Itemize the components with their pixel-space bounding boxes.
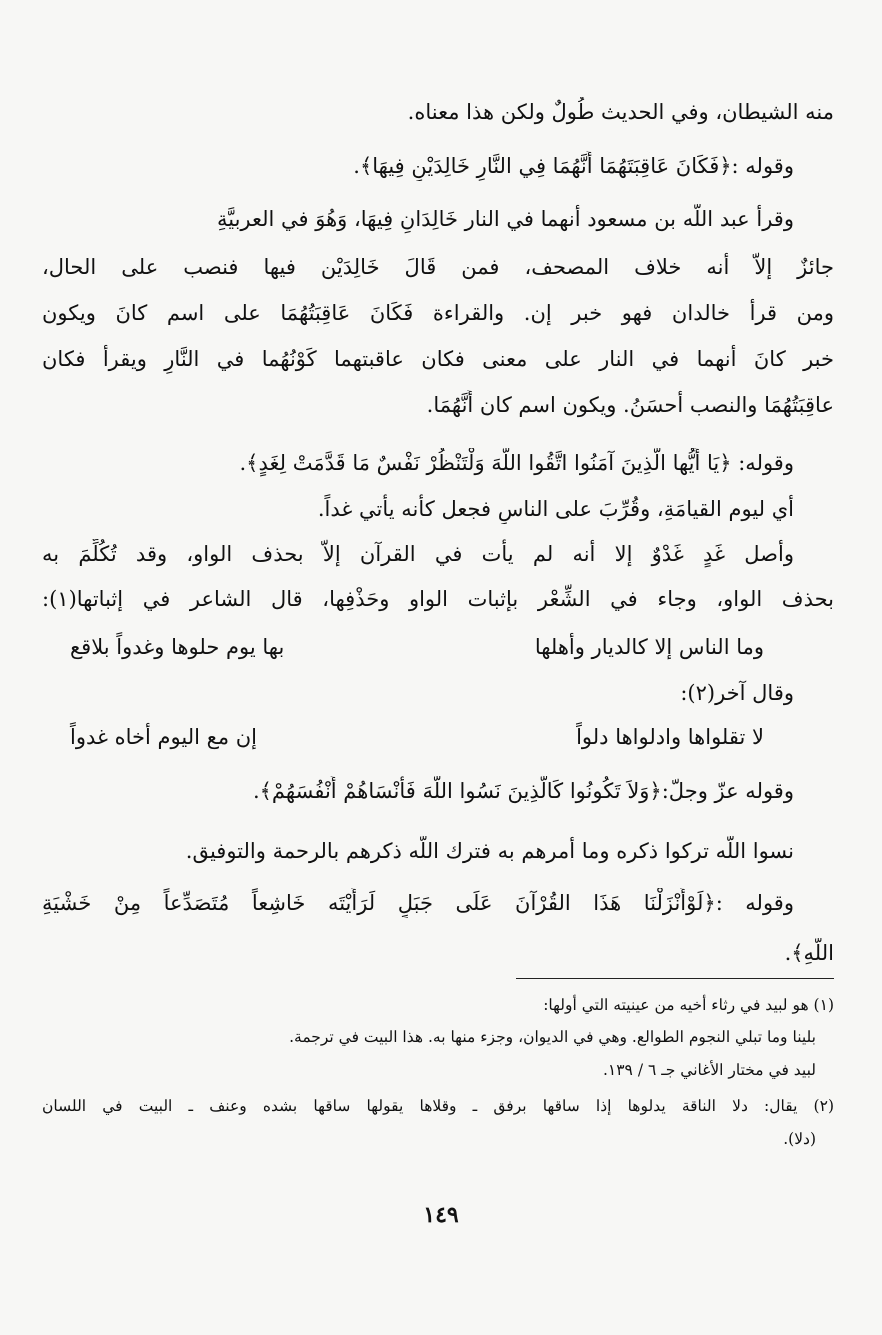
text-line: ومن قرأ خالدان فهو خبر إن. والقراءة فَكَانَ عَاقِبَتُهُمَا على اسم كانَ ويكون [42,301,834,325]
text-line: عاقِبَتُهُمَا والنصب أحسَنُ. ويكون اسم كان أَنَّهُمَا. [426,393,834,417]
text-line: بحذف الواو، وجاء في الشِّعْر بإثبات الواو وحَذْفِها، قال الشاعر في إثباتها(١): [42,587,834,611]
text-line: خبر كانَ أنهما في النار على معنى فكان عاقبتهما كَوْنُهُما في النَّارِ ويقرأ فكان [42,347,834,371]
quran-quote-line: وقوله عزّ وجلّ:﴿وَلاَ تَكُونُوا كَالَّذِينَ نَسُوا اللَّهَ فَأَنْسَاهُمْ أَنْفُسَهُمْ﴾. [252,779,794,803]
footnote-separator [516,978,834,979]
quran-quote-line: وقوله :﴿لَوْأَنْزَلْنَا هَذَا القُرْآنَ عَلَى جَبَلٍ لَرَأَيْتَه خَاشِعاً مُتَصَدِّعاً مِنْ خَشْيَةِ [42,891,794,915]
text-line: منه الشيطان، وفي الحديث طُولٌ ولكن هذا معناه. [407,100,834,124]
verse-first-hemistich: وما الناس إلا كالديار وأهلها [534,635,764,659]
text-line: أي ليوم القيامَةِ، وقُرِّبَ على الناسِ فجعل كأنه يأتي غداً. [317,497,794,521]
quran-quote-line: وقوله: ﴿يَا أَيُّها الَّذِينَ آمَنُوا اتَّقُوا اللَّهَ وَلْتَنْظُرْ نَفْسٌ مَا قَدَّمَتْ لِغَدٍ﴾. [239,451,794,475]
quran-quote-line: وقوله :﴿فَكَانَ عَاقِبَتَهُمَا أَنَّهُمَا فِي النَّارِ خَالِدَيْنِ فِيهَا﴾. [353,154,794,178]
footnote-line: بلينا وما تبلي النجوم الطوالع. وهي في الديوان، وجزء منها به. هذا البيت في ترجمة. [289,1028,816,1046]
verse-first-hemistich: لا تقلواها وادلواها دلواً [576,725,764,749]
text-line: نسوا اللّه تركوا ذكره وما أمرهم به فترك اللّه ذكرهم بالرحمة والتوفيق. [185,839,794,863]
text-line: وقرأ عبد اللّه بن مسعود أنهما في النار خَالِدَانِ فِيهَا، وَهُوَ في العربيَّةِ [216,207,794,231]
text-line: وأصل غَدٍ غَدْوٌ إلا أنه لم يأت في القرآن إلاّ بحذف الواو، وقد تُكُلِّمَ به [42,542,794,566]
page-number: ١٤٩ [423,1202,459,1228]
text-line: اللَّهِ﴾. [784,941,834,965]
verse-second-hemistich: بها يوم حلوها وغدواً بلاقع [70,635,285,659]
footnote-line: (٢) يقال: دلا الناقة يدلوها إذا ساقها برفق ـ وقلاها يقولها ساقها بشده وعنف ـ البيت في اللسان [42,1097,834,1115]
text-line: جائزٌ إلاّ أنه خلاف المصحف، فمن قَالَ خَالِدَيْن فيها فنصب على الحال، [42,255,834,279]
verse-second-hemistich: إن مع اليوم أخاه غدواً [70,725,258,749]
footnote-line: لبيد في مختار الأغاني جـ ٦ / ١٣٩. [602,1061,816,1079]
footnote-line: (دلا). [783,1130,816,1148]
text-line: وقال آخر(٢): [680,681,794,705]
footnote-line: (١) هو لبيد في رثاء أخيه من عينيته التي أولها: [543,996,834,1014]
